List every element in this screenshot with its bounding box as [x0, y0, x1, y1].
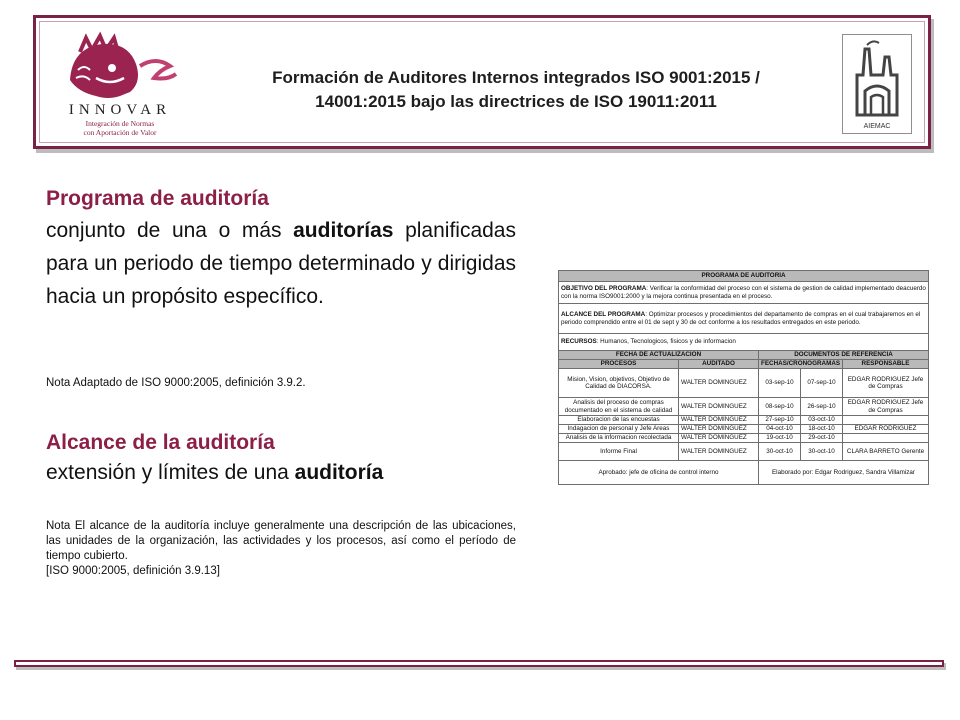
aiemac-wordmark: AIEMAC [863, 123, 891, 130]
innovar-tagline-1: Integración de Normas [85, 119, 155, 128]
table-cell-responsible: EDGAR RODRIGUEZ Jefe de Compras [843, 369, 929, 398]
page-title [206, 66, 826, 114]
table-update-date: FECHA DE ACTUALIZACION [559, 351, 759, 360]
table-cell-audited: WALTER DOMINGUEZ [679, 425, 759, 434]
scope-section-title: Alcance de la auditoría [46, 431, 275, 454]
table-cell-date: 26-sep-10 [801, 398, 843, 416]
program-section-title: Programa de auditoría [46, 187, 269, 210]
program-body-post: planificadas para un periodo de tiempo determinado y dirigidas hacia un propósito específico. [46, 219, 516, 308]
program-section-note: Nota Adaptado de ISO 9000:2005, definición 3.9.2. [46, 377, 306, 389]
table-scope: ALCANCE DEL PROGRAMA: Optimizar procesos y procedimientos del departamento de compras en el cual trabajaremos en el periodo comprendido entre el 01 de sept y 30 de oct conforme a los resultados entregados en este periodo. [559, 304, 929, 334]
table-cell-process: Elaboracion de las encuestas [559, 416, 679, 425]
footer-bar [14, 660, 944, 667]
scope-note-line-1: Nota El alcance de la auditoría incluye generalmente una descripción de las ubicaciones, las unidades de la organización, las actividades y los procesos, así como el período de tiempo cubierto. [46, 520, 516, 562]
header-banner [33, 15, 931, 149]
table-header-cell: AUDITADO [679, 360, 759, 369]
table-header-cell: PROCESOS [559, 360, 679, 369]
table-cell-date: 29-oct-10 [801, 434, 843, 443]
table-cell-date: 03-oct-10 [801, 416, 843, 425]
table-cell-date: 04-oct-10 [759, 425, 801, 434]
innovar-tagline-2: con Aportación de Valor [83, 128, 157, 137]
table-cell-audited: WALTER DOMINGUEZ [679, 369, 759, 398]
innovar-wordmark: INNOVAR [68, 102, 172, 118]
scope-note-line-2: [ISO 9000:2005, definición 3.9.13] [46, 565, 220, 577]
program-body-pre: conjunto de una o más [46, 219, 294, 242]
audit-program-table [558, 270, 929, 485]
table-row [559, 416, 929, 425]
table-header-cell: RESPONSABLE [843, 360, 929, 369]
scope-body-pre: extensión y límites de una [46, 461, 295, 484]
scope-body-bold: auditoría [294, 461, 384, 484]
table-cell-date: 27-sep-10 [759, 416, 801, 425]
table-cell-date: 19-oct-10 [759, 434, 801, 443]
page-title-line-1: Formación de Auditores Internos integrados ISO 9001:2015 / [272, 68, 760, 87]
table-row [559, 398, 929, 416]
table-cell-responsible: EDGAR RODRIGUEZ [843, 425, 929, 434]
table-objective: OBJETIVO DEL PROGRAMA: Verificar la conformidad del proceso con el sistema de gestion de calidad implementado deacuerdo con la norma ISO9001:2000 y la mejora continua presentada en el proceso. [559, 282, 929, 304]
scope-section-body [46, 456, 516, 489]
table-resources: RECURSOS: Humanos, Tecnologicos, fisicos y de informacion [559, 334, 929, 351]
table-cell-date: 07-sep-10 [801, 369, 843, 398]
table-cell-process: Analisis de la informacion recolectada [559, 434, 679, 443]
table-cell-responsible: CLARA BARRETO Gerente [843, 443, 929, 461]
table-cell-audited: WALTER DOMINGUEZ [679, 434, 759, 443]
table-cell-responsible [843, 434, 929, 443]
table-cell-process: Mision, Vision, objetivos, Objetivo de Calidad de DIACORSA. [559, 369, 679, 398]
table-cell-date: 03-sep-10 [759, 369, 801, 398]
table-cell-responsible [843, 416, 929, 425]
table-row [559, 443, 929, 461]
program-body-bold: auditorías [293, 219, 394, 242]
innovar-logo [50, 30, 190, 140]
table-cell-responsible: EDGAR RODRIGUEZ Jefe de Compras [843, 398, 929, 416]
table-cell-process: Informe Final [559, 443, 679, 461]
table-cell-audited: WALTER DOMINGUEZ [679, 398, 759, 416]
table-reference-docs: DOCUMENTOS DE REFERENCIA [759, 351, 929, 360]
table-row [559, 369, 929, 398]
scope-section-note [46, 519, 516, 579]
table-cell-audited: WALTER DOMINGUEZ [679, 443, 759, 461]
table-cell-audited: WALTER DOMINGUEZ [679, 416, 759, 425]
table-cell-date: 08-sep-10 [759, 398, 801, 416]
table-cell-date: 30-oct-10 [759, 443, 801, 461]
table-header-cell: FECHAS/CRONOGRAMAS [759, 360, 843, 369]
page-title-line-2: 14001:2015 bajo las directrices de ISO 19011:2011 [315, 92, 717, 111]
table-row [559, 425, 929, 434]
table-cell-process: Analisis del proceso de compras documentado en el sistema de calidad [559, 398, 679, 416]
aiemac-logo [842, 34, 912, 134]
program-section-body [46, 214, 516, 313]
table-prepared-by: Elaborado por: Edgar Rodriguez, Sandra Villamizar [759, 461, 929, 485]
table-cell-date: 18-oct-10 [801, 425, 843, 434]
table-cell-process: Indagacion de personal y Jefe Areas [559, 425, 679, 434]
table-title: PROGRAMA DE AUDITORIA [559, 271, 929, 282]
table-cell-date: 30-oct-10 [801, 443, 843, 461]
table-approved-by: Aprobado: jefe de oficina de control interno [559, 461, 759, 485]
table-row [559, 434, 929, 443]
